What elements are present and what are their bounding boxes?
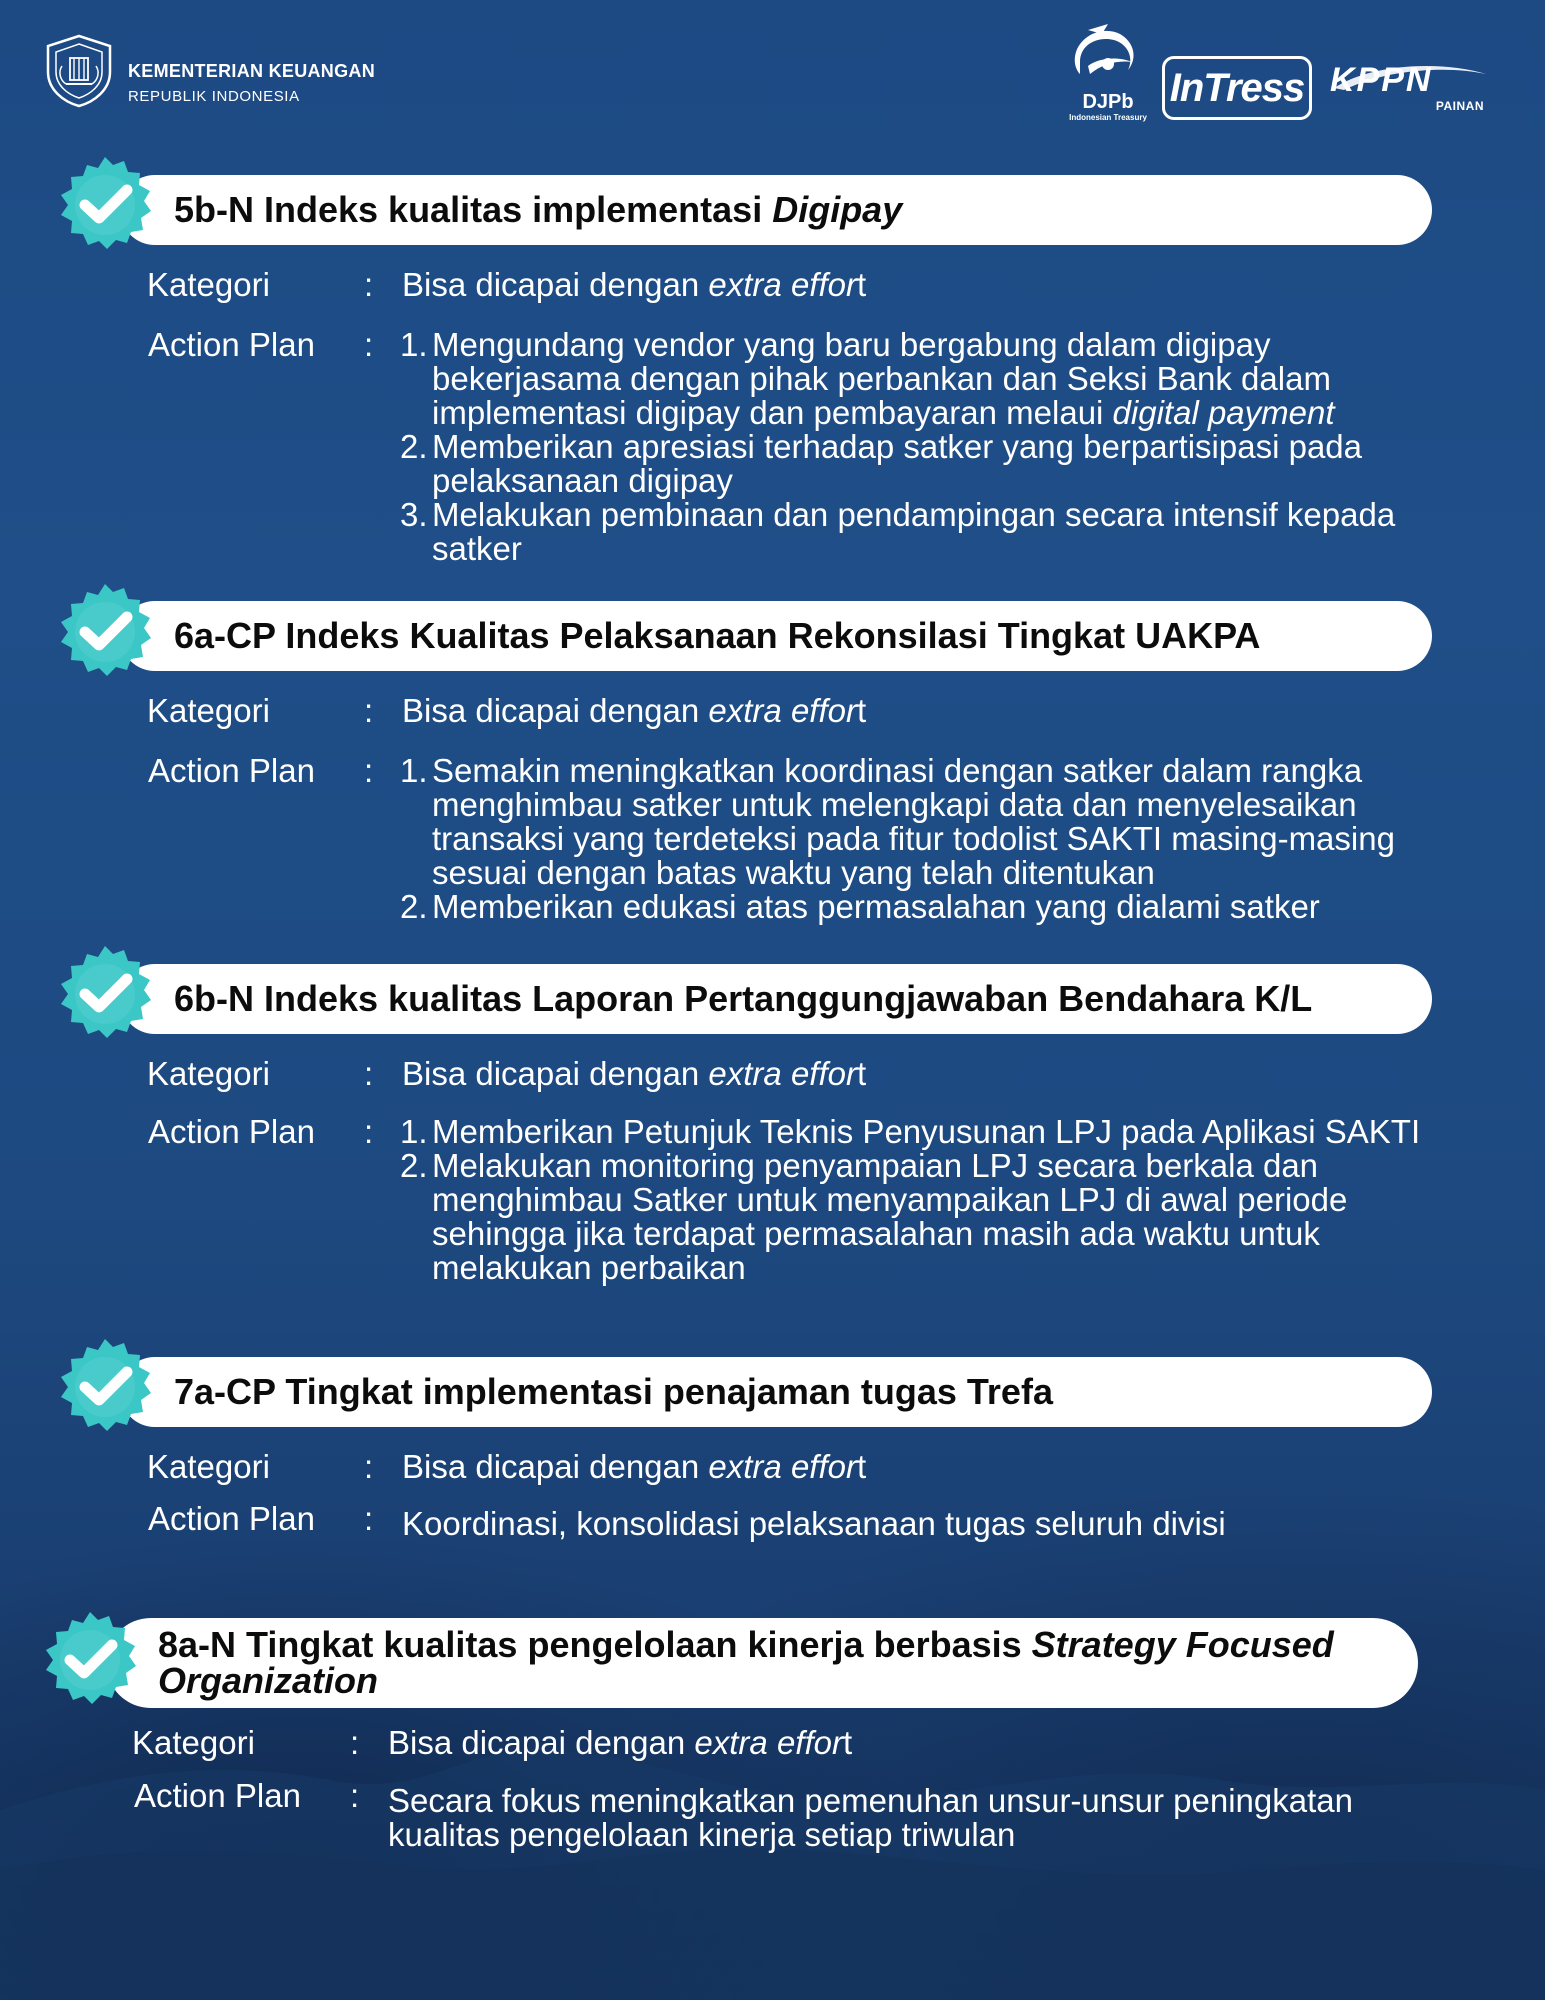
section-title-pill [120, 964, 1432, 1034]
section-title-pill [106, 1618, 1418, 1708]
djpb-name: DJPb [1082, 91, 1134, 113]
action-plan-label: Action Plan [148, 1113, 315, 1150]
section-title: 8a-N Tingkat kualitas pengelolaan kinerja berbasis Strategy Focused Organization [158, 1624, 1334, 1701]
section-title: 6b-N Indeks kualitas Laporan Pertanggungjawaban Bendahara K/L [174, 978, 1313, 1019]
action-plan-label: Action Plan [148, 1500, 315, 1537]
check-badge-icon [40, 1610, 140, 1710]
djpb-label [1058, 92, 1158, 124]
ministry-name [128, 60, 375, 108]
section-title: 7a-CP Tingkat implementasi penajaman tugas Trefa [174, 1371, 1053, 1412]
action-plan-text: Koordinasi, konsolidasi pelaksanaan tugas seluruh divisi [402, 1505, 1226, 1542]
list-item [400, 1149, 1440, 1285]
action-plan-colon: : [364, 1113, 374, 1150]
item-number: 1. [400, 326, 428, 363]
kategori-value: Bisa dicapai dengan extra effort [388, 1724, 853, 1761]
action-plan-colon: : [364, 752, 374, 789]
item-number: 2. [400, 428, 428, 465]
kategori-label: Kategori [147, 266, 270, 303]
intress-logo [1162, 56, 1312, 120]
header [0, 0, 1545, 130]
item-text: Melakukan pembinaan dan pendampingan secara intensif kepada satker [432, 496, 1396, 567]
check-badge-icon [55, 1337, 155, 1437]
section-title-pill [120, 175, 1432, 245]
action-plan-colon: : [364, 1500, 374, 1537]
kategori-label: Kategori [132, 1724, 255, 1761]
check-badge-icon [55, 944, 155, 1044]
item-number: 1. [400, 752, 428, 789]
kategori-label: Kategori [147, 1448, 270, 1485]
kppn-logo [1330, 60, 1490, 120]
check-badge-icon [55, 155, 155, 255]
action-plan-colon: : [364, 326, 374, 363]
intress-text: InTress [1169, 66, 1305, 110]
section-title: 5b-N Indeks kualitas implementasi Digipay [174, 189, 903, 230]
section-title: 6a-CP Indeks Kualitas Pelaksanaan Rekonsilasi Tingkat UAKPA [174, 615, 1261, 656]
kategori-colon: : [364, 1448, 374, 1485]
kategori-value: Bisa dicapai dengan extra effort [402, 1448, 867, 1485]
list-item [400, 1115, 1440, 1149]
item-number: 1. [400, 1113, 428, 1150]
action-plan-list [400, 328, 1440, 566]
action-plan-label: Action Plan [134, 1777, 301, 1814]
kategori-colon: : [364, 692, 374, 729]
kppn-name: KPPN [1330, 61, 1433, 99]
section-title-pill [120, 601, 1432, 671]
list-item [400, 890, 1440, 924]
list-item [400, 430, 1440, 498]
kemenkeu-logo [38, 32, 120, 108]
kategori-label: Kategori [147, 692, 270, 729]
action-plan-colon: : [350, 1777, 360, 1814]
kategori-value: Bisa dicapai dengan extra effort [402, 692, 867, 729]
action-plan-list [400, 1115, 1440, 1285]
ministry-line1: KEMENTERIAN KEUANGAN [128, 61, 376, 81]
item-text: Memberikan apresiasi terhadap satker yang berpartisipasi pada pelaksanaan digipay [432, 428, 1363, 499]
kppn-sub: PAINAN [1435, 99, 1484, 113]
kategori-colon: : [364, 266, 374, 303]
item-text: Mengundang vendor yang baru bergabung dalam digipay bekerjasama dengan pihak perbankan dan Seksi Bank dalam implementasi digipay dan pembayaran melaui digital payment [432, 326, 1335, 431]
kategori-colon: : [350, 1724, 360, 1761]
item-text: Memberikan Petunjuk Teknis Penyusunan LPJ pada Aplikasi SAKTI [432, 1113, 1421, 1150]
kategori-label: Kategori [147, 1055, 270, 1092]
item-number: 3. [400, 496, 428, 533]
action-plan-list [400, 754, 1440, 924]
kategori-value: Bisa dicapai dengan extra effort [402, 1055, 867, 1092]
list-item [400, 328, 1440, 430]
ministry-line2: REPUBLIK INDONESIA [128, 88, 300, 105]
item-text: Semakin meningkatkan koordinasi dengan satker dalam rangka menghimbau satker untuk melengkapi data dan menyelesaikan transaksi yang terdeteksi pada fitur todolist SAKTI masing-masing sesuai dengan batas waktu yang telah ditentukan [432, 752, 1395, 891]
list-item [400, 754, 1440, 890]
list-item [400, 498, 1440, 566]
item-text: Melakukan monitoring penyampaian LPJ secara berkala dan menghimbau Satker untuk menyampaikan LPJ di awal periode sehingga jika terdapat permasalahan masih ada waktu untuk melakukan perbaikan [432, 1147, 1348, 1286]
check-badge-icon [55, 582, 155, 682]
item-number: 2. [400, 888, 428, 925]
kategori-colon: : [364, 1055, 374, 1092]
djpb-sub: Indonesian Treasury [1069, 113, 1147, 122]
action-plan-label: Action Plan [148, 752, 315, 789]
kategori-value: Bisa dicapai dengan extra effort [402, 266, 867, 303]
item-text: Memberikan edukasi atas permasalahan yang dialami satker [432, 888, 1320, 925]
action-plan-label: Action Plan [148, 326, 315, 363]
action-plan-text: Secara fokus meningkatkan pemenuhan unsur-unsur peningkatan kualitas pengelolaan kinerja setiap triwulan [388, 1782, 1353, 1853]
item-number: 2. [400, 1147, 428, 1184]
section-title-pill [120, 1357, 1432, 1427]
